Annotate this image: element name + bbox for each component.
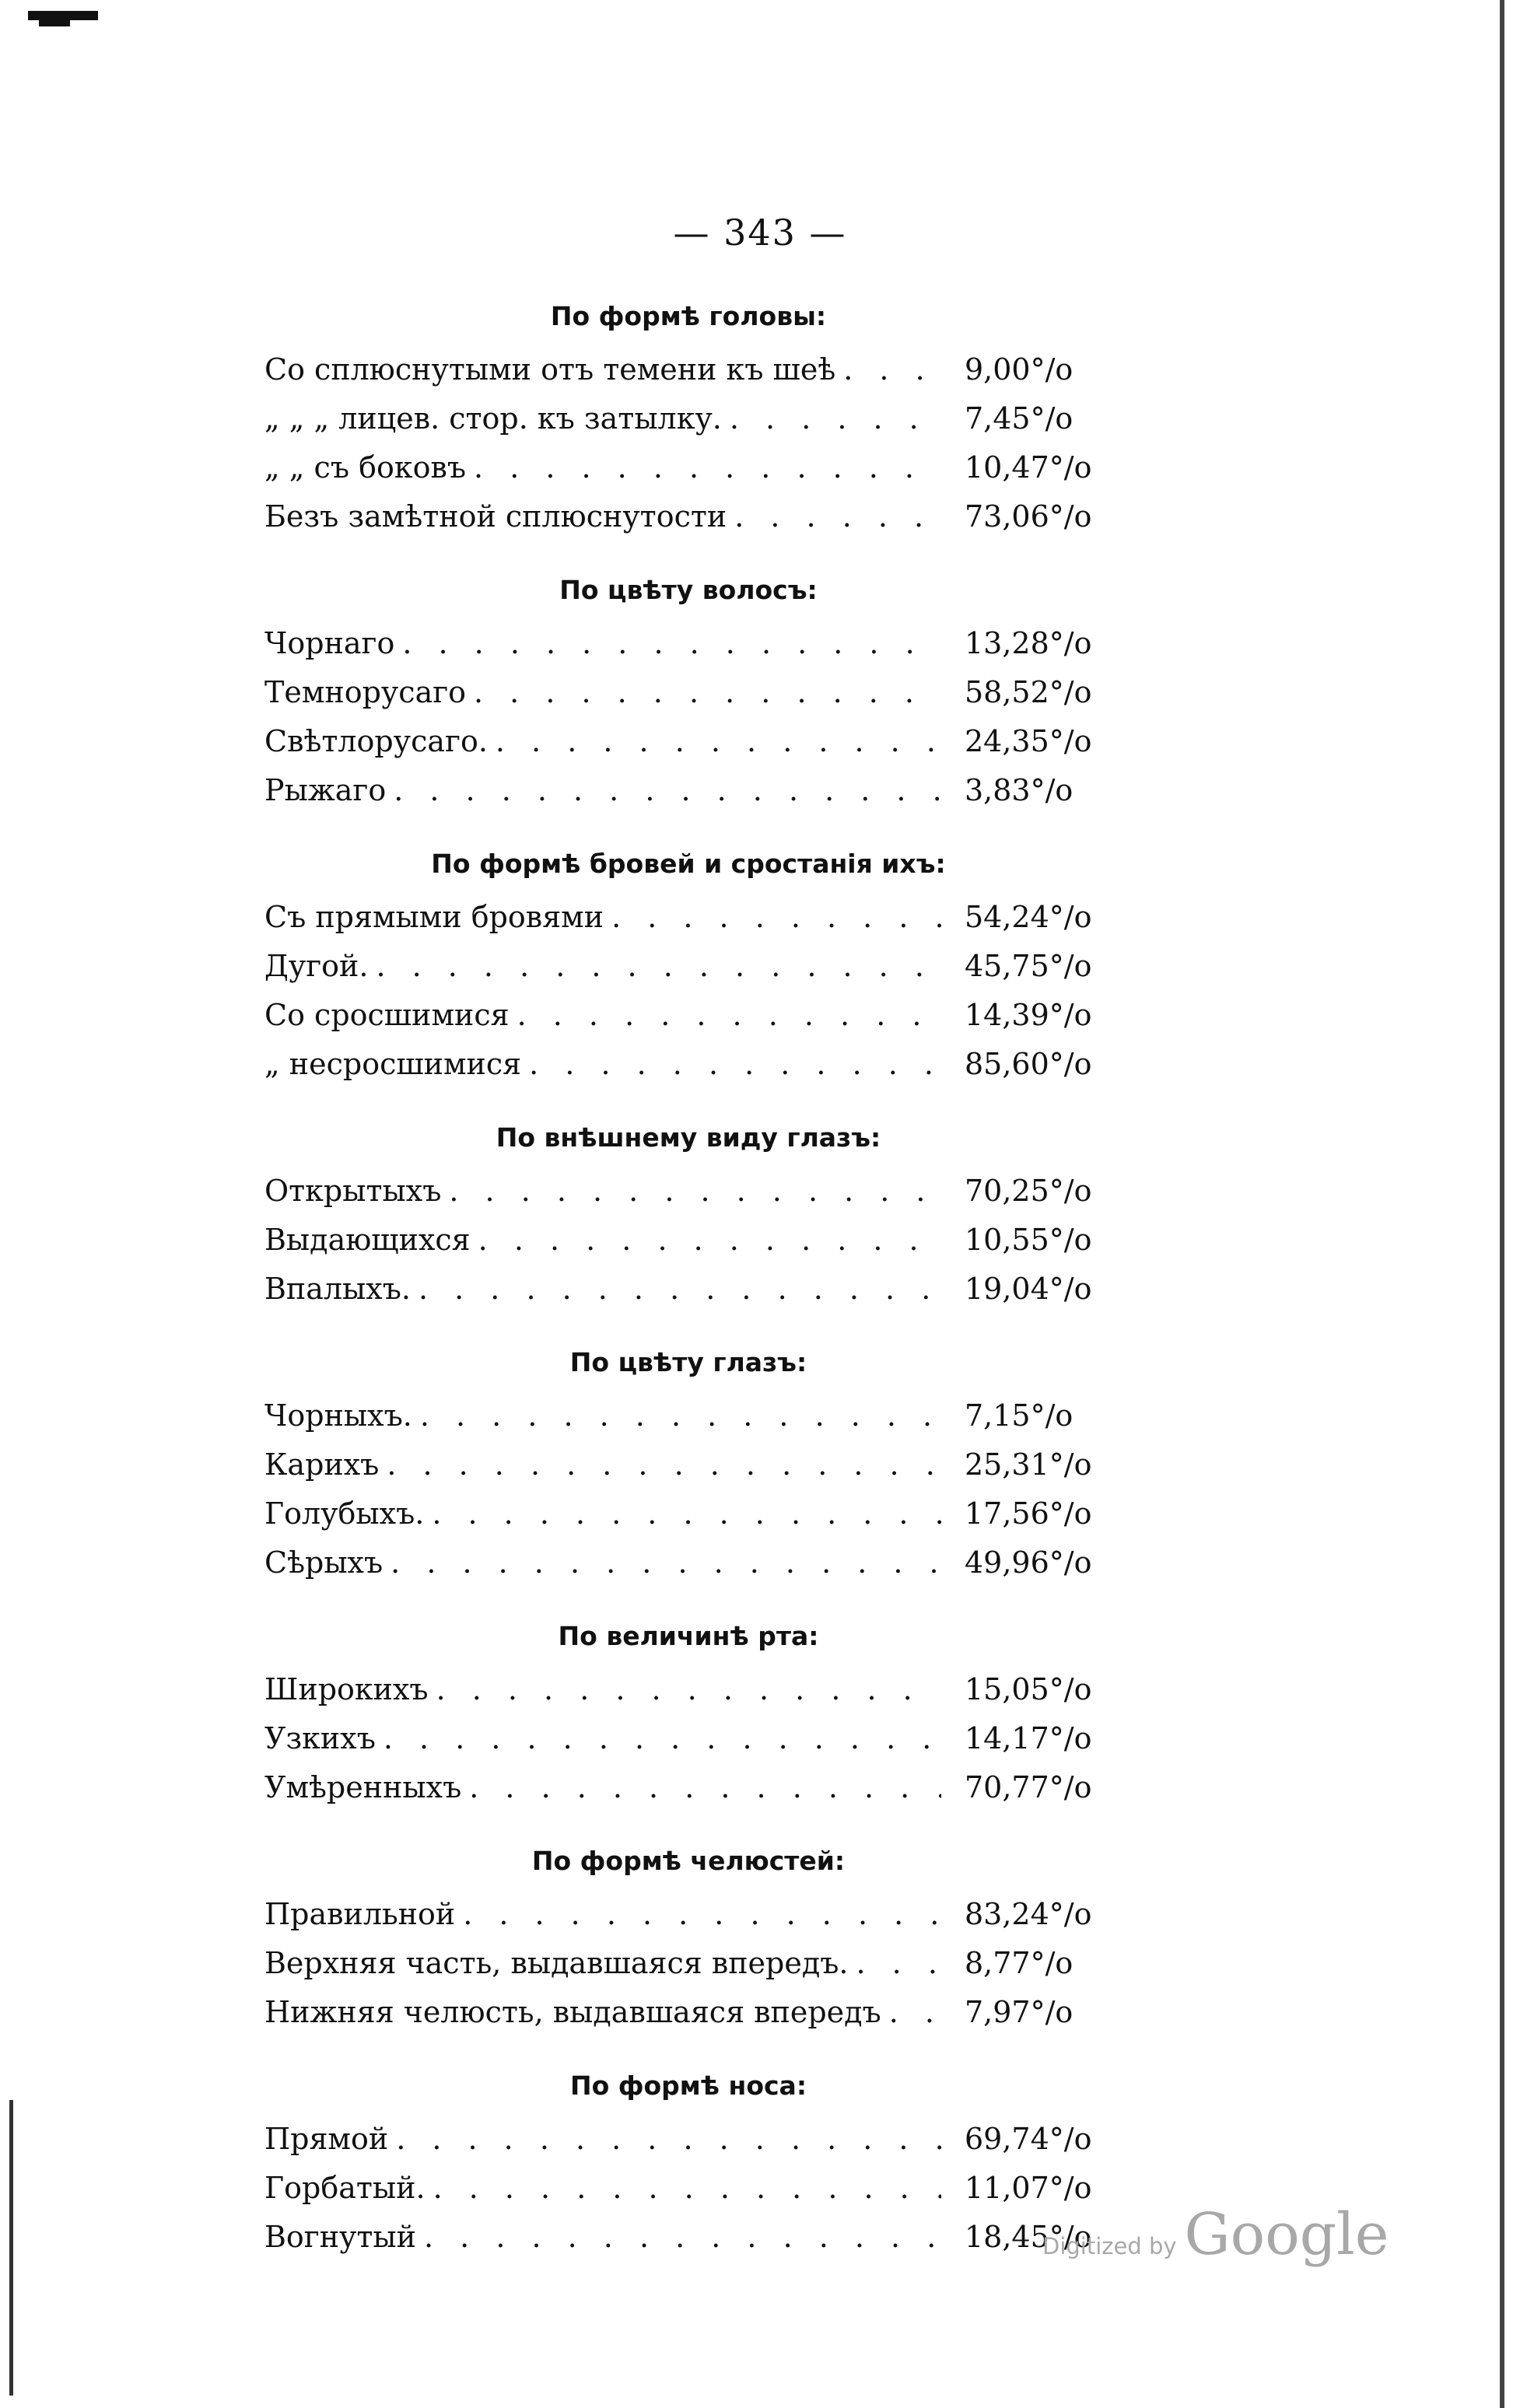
table-row: [264, 394, 1112, 443]
watermark-brand: Google: [1184, 2201, 1389, 2268]
row-label: [264, 766, 941, 815]
table-row: [264, 1939, 1112, 1988]
scan-mark: [39, 20, 70, 26]
row-label-text: Впалыхъ.: [264, 1272, 419, 1306]
row-label-text: Открытыхъ: [264, 1174, 449, 1208]
row-label: [264, 717, 941, 766]
row-label: [264, 1040, 941, 1089]
row-value: 15,05°/o: [965, 1672, 1092, 1706]
row-value: 7,45°/o: [965, 401, 1073, 436]
row-label-text: Со сросшимися: [264, 998, 517, 1032]
statistics-list: [264, 296, 1112, 2290]
row-label: [264, 1538, 941, 1587]
row-label-text: Рыжаго: [264, 773, 394, 807]
table-row: [264, 492, 1112, 541]
row-value: 24,35°/o: [965, 724, 1092, 758]
row-value: 14,17°/o: [965, 1721, 1092, 1755]
row-value: 10,55°/o: [965, 1223, 1092, 1257]
row-label: [264, 1440, 941, 1489]
table-row: [264, 766, 1112, 815]
row-label-text: Нижняя челюсть, выдавшаяся впередъ: [264, 1995, 889, 2029]
table-row: [264, 893, 1112, 942]
table-row: [264, 1216, 1112, 1265]
row-label-text: Вогнутый: [264, 2220, 424, 2254]
row-label: [264, 942, 941, 991]
row-label: [264, 1167, 941, 1216]
section: [264, 569, 1112, 815]
row-value: 14,39°/o: [965, 998, 1092, 1032]
row-value: 11,07°/o: [965, 2171, 1092, 2205]
row-label-text: Карихъ: [264, 1447, 387, 1482]
table-row: [264, 2115, 1112, 2164]
row-label: [264, 492, 941, 541]
table-row: [264, 1489, 1112, 1538]
table-row: [264, 942, 1112, 991]
row-value: 85,60°/o: [965, 1047, 1092, 1081]
section-heading: По формѣ головы:: [550, 301, 827, 331]
row-label: [264, 1890, 941, 1939]
table-row: [264, 1890, 1112, 1939]
table-row: [264, 1988, 1112, 2037]
row-value: 18,45°/o: [965, 2220, 1092, 2254]
row-label: [264, 2213, 941, 2262]
table-row: [264, 717, 1112, 766]
table-row: [264, 1665, 1112, 1714]
row-label: [264, 893, 941, 942]
section: [264, 2065, 1112, 2262]
row-label-text: Темнорусаго: [264, 675, 474, 709]
row-label-text: Горбатый.: [264, 2171, 433, 2205]
digitized-watermark: [1042, 2201, 1389, 2268]
section-heading: По формѣ челюстей:: [531, 1846, 846, 1876]
watermark-prefix: Digitized by: [1042, 2233, 1177, 2259]
row-label: [264, 619, 941, 668]
row-value: 70,77°/o: [965, 1770, 1092, 1804]
section: [264, 1840, 1112, 2037]
row-label: [264, 345, 941, 394]
row-label: [264, 443, 941, 492]
table-row: [264, 1167, 1112, 1216]
row-value: 17,56°/o: [965, 1496, 1092, 1531]
row-value: 83,24°/o: [965, 1897, 1092, 1931]
row-label: [264, 1216, 941, 1265]
row-label-text: Умѣренныхъ: [264, 1770, 469, 1804]
section-heading: По цвѣту волосъ:: [559, 575, 818, 605]
section: [264, 1342, 1112, 1587]
row-value: 73,06°/o: [965, 499, 1092, 534]
row-value: 69,74°/o: [965, 2122, 1092, 2156]
row-value: 45,75°/o: [965, 949, 1092, 983]
section-heading: По цвѣту глазъ:: [569, 1347, 807, 1377]
row-label-text: Чорныхъ.: [264, 1398, 420, 1433]
table-row: [264, 1265, 1112, 1314]
row-value: 25,31°/o: [965, 1447, 1092, 1482]
row-value: 58,52°/o: [965, 675, 1092, 709]
row-label-text: Дугой.: [264, 949, 376, 983]
row-label: [264, 1665, 941, 1714]
row-value: 49,96°/o: [965, 1545, 1092, 1580]
row-label: [264, 1714, 941, 1763]
scan-edge: [9, 2100, 13, 2396]
row-label-text: Верхняя часть, выдавшаяся впередъ.: [264, 1946, 856, 1980]
row-label-text: „ „ „ лицев. стор. къ затылку.: [264, 401, 730, 436]
row-label-text: Голубыхъ.: [264, 1496, 432, 1531]
row-value: 8,77°/o: [965, 1946, 1073, 1980]
page-number: — 343 —: [673, 212, 847, 254]
row-label: [264, 1763, 941, 1812]
table-row: [264, 2213, 1112, 2262]
row-label: [264, 991, 941, 1040]
table-row: [264, 1538, 1112, 1587]
row-label-text: Безъ замѣтной сплюснутости: [264, 499, 734, 534]
table-row: [264, 345, 1112, 394]
row-label: [264, 394, 941, 443]
table-row: [264, 1714, 1112, 1763]
row-value: 19,04°/o: [965, 1272, 1092, 1306]
row-label: [264, 2164, 941, 2213]
table-row: [264, 1440, 1112, 1489]
row-label: [264, 668, 941, 717]
section-heading: По формѣ носа:: [569, 2070, 807, 2101]
table-row: [264, 668, 1112, 717]
row-label: [264, 1939, 941, 1988]
section: [264, 296, 1112, 541]
row-value: 54,24°/o: [965, 900, 1092, 934]
row-label-text: „ „ съ боковъ: [264, 450, 474, 485]
table-row: [264, 991, 1112, 1040]
section: [264, 1615, 1112, 1812]
section: [264, 1117, 1112, 1314]
table-row: [264, 1391, 1112, 1440]
section-heading: По внѣшнему виду глазъ:: [496, 1122, 881, 1153]
row-value: 9,00°/o: [965, 352, 1073, 387]
row-label: [264, 2115, 941, 2164]
table-row: [264, 443, 1112, 492]
row-label-text: Широкихъ: [264, 1672, 436, 1706]
row-label: [264, 1988, 941, 2037]
row-label: [264, 1265, 941, 1314]
row-label-text: Чорнаго: [264, 626, 402, 660]
table-row: [264, 1763, 1112, 1812]
table-row: [264, 619, 1112, 668]
row-label-text: Со сплюснутыми отъ темени къ шеѣ: [264, 352, 843, 387]
scan-mark: [28, 11, 98, 20]
row-value: 7,15°/o: [965, 1398, 1073, 1433]
row-label-text: Прямой: [264, 2122, 396, 2156]
row-label-text: Сѣрыхъ: [264, 1545, 391, 1580]
row-value: 3,83°/o: [965, 773, 1073, 807]
row-label-text: Узкихъ: [264, 1721, 384, 1755]
section-heading: По формѣ бровей и сростанія ихъ:: [431, 849, 946, 879]
table-row: [264, 1040, 1112, 1089]
row-value: 70,25°/o: [965, 1174, 1092, 1208]
section-heading: По величинѣ рта:: [558, 1621, 819, 1651]
row-label-text: Съ прямыми бровями: [264, 900, 611, 934]
row-label: [264, 1489, 941, 1538]
row-value: 13,28°/o: [965, 626, 1092, 660]
row-label-text: Правильной: [264, 1897, 463, 1931]
section: [264, 843, 1112, 1089]
scan-edge: [1500, 0, 1504, 2408]
row-value: 7,97°/o: [965, 1995, 1073, 2029]
row-label: [264, 1391, 941, 1440]
row-value: 10,47°/o: [965, 450, 1092, 485]
row-label-text: „ несросшимися: [264, 1047, 529, 1081]
row-label-text: Выдающихся: [264, 1223, 478, 1257]
table-row: [264, 2164, 1112, 2213]
row-label-text: Свѣтлорусаго.: [264, 724, 496, 758]
